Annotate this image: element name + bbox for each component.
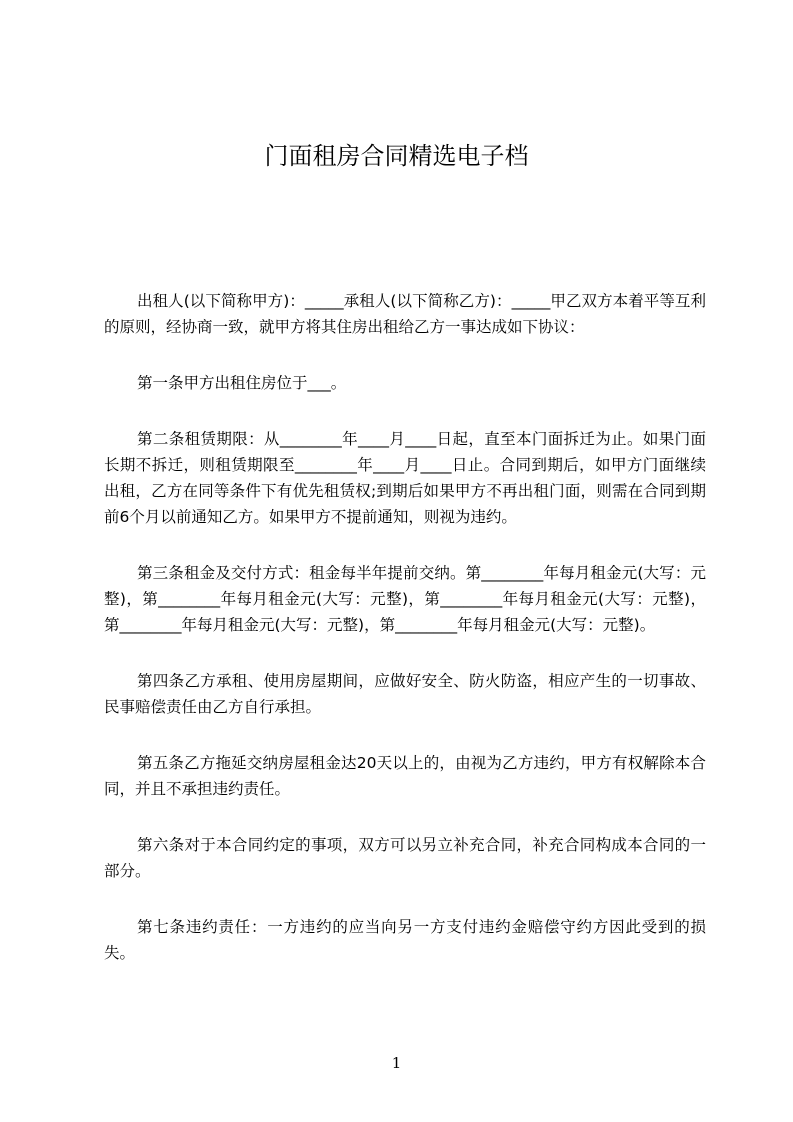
paragraph-article-7: 第七条违约责任：一方违约的应当向另一方支付违约金赔偿守约方因此受到的损失。 [104, 918, 706, 962]
paragraph-article-5: 第五条乙方拖延交纳房屋租金达20天以上的，由视为乙方违约，甲方有权解除本合同，并且不承担违约责任。 [104, 754, 706, 798]
paragraph-article-2: 第二条租赁期限：从________年____月____日起，直至本门面拆迁为止。如果门面长期不拆迁，则租赁期限至________年____月____日止。合同到期后，如甲方门面继续出租，乙方在同等条件下有优先租赁权;到期后如果甲方不再出租门面，则需在合同到期前6个月以前通知乙方。如果甲方不提前通知，则视为违约。 [104, 430, 706, 526]
paragraph-article-4: 第四条乙方承租、使用房屋期间，应做好安全、防火防盗，相应产生的一切事故、民事赔偿责任由乙方自行承担。 [104, 672, 706, 716]
page-number: 1 [391, 1054, 402, 1072]
document-title: 门面租房合同精选电子档 [264, 142, 529, 170]
paragraph-preamble: 出租人(以下简称甲方)：_____承租人(以下简称乙方)：_____甲乙双方本着平等互利的原则，经协商一致，就甲方将其住房出租给乙方一事达成如下协议： [104, 292, 706, 336]
paragraph-article-6: 第六条对于本合同约定的事项，双方可以另立补充合同，补充合同构成本合同的一部分。 [104, 836, 706, 880]
document-body [104, 288, 706, 996]
paragraph-article-3: 第三条租金及交付方式：租金每半年提前交纳。第________年每月租金元(大写：元整)，第________年每月租金元(大写：元整)，第________年每月租金元(大写：元整)，第________年每月租金元(大写：元整)，第________年每月租金元(大写：元整)。 [104, 564, 706, 634]
paragraph-article-1: 第一条甲方出租住房位于___。 [137, 374, 347, 392]
